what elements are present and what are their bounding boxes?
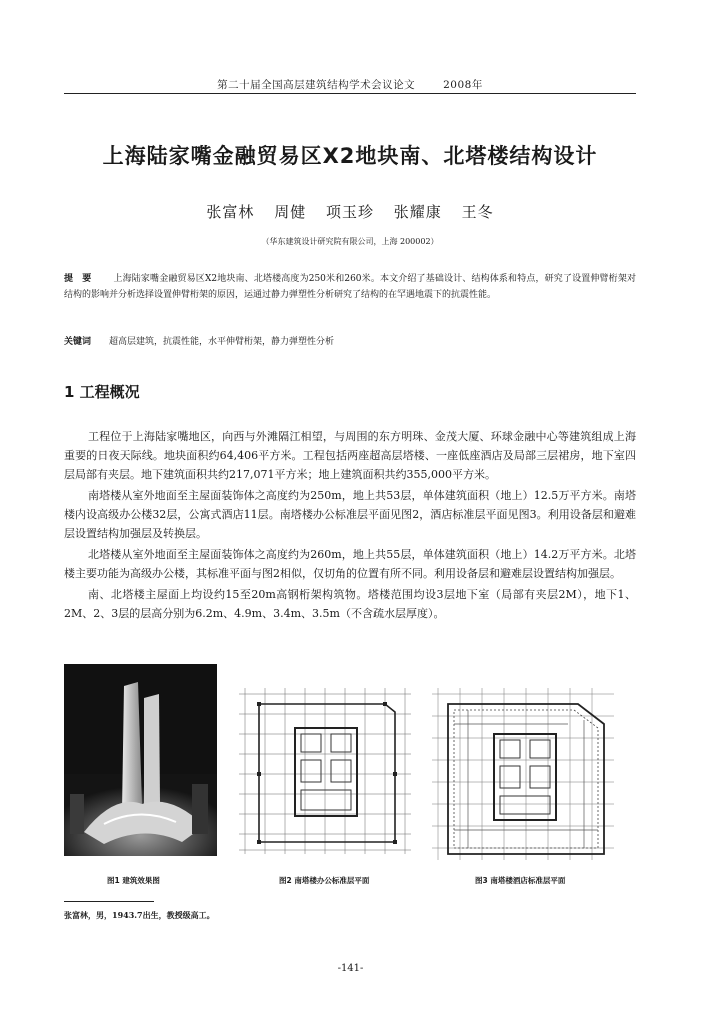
conference-year: 2008年 bbox=[443, 79, 483, 91]
author-list bbox=[120, 201, 580, 222]
header-rule bbox=[64, 93, 636, 94]
author: 张富林 bbox=[206, 203, 255, 221]
running-header bbox=[64, 77, 636, 92]
hotel-floor-plan bbox=[428, 684, 618, 864]
author: 王冬 bbox=[461, 203, 494, 221]
tower-render-photo bbox=[64, 664, 217, 856]
paragraph: 工程位于上海陆家嘴地区，向西与外滩隔江相望，与周围的东方明珠、金茂大厦、环球金融中心等建筑组成上海重要的日夜天际线。地块面积约64,406平方米。工程包括两座超高层塔楼、一座低座酒店及局部三层裙房，地下室四层局部有夹层。地下建筑面积共约217,071平方米；地上建筑面积共约355,000平方米。 bbox=[64, 430, 636, 481]
page-number: -141- bbox=[337, 963, 364, 974]
figure-caption: 图2 南塔楼办公标准层平面 bbox=[279, 876, 370, 885]
paragraph: 南塔楼从室外地面至主屋面装饰体之高度约为250m，地上共53层，单体建筑面积（地上）12.5万平方米。南塔楼内设高级办公楼32层，公寓式酒店11层。南塔楼办公标准层平面见图2，酒店标准层平面见图3。利用设备层和避难层设置结构加强层及转换层。 bbox=[64, 489, 636, 540]
paragraph: 北塔楼从室外地面至主屋面装饰体之高度约为260m，地上共55层，单体建筑面积（地上）14.2万平方米。北塔楼主要功能为高级办公楼，其标准平面与图2相似，仅切角的位置有所不同。利用设备层和避难层设置结构加强层。 bbox=[64, 548, 636, 580]
abstract bbox=[64, 271, 636, 303]
keywords-label: 关键词 bbox=[64, 337, 92, 347]
author-footnote: 张富林，男，1943.7出生，教授级高工。 bbox=[64, 910, 215, 920]
figure-caption: 图3 南塔楼酒店标准层平面 bbox=[475, 876, 566, 885]
section-body bbox=[64, 427, 636, 625]
author: 周健 bbox=[274, 203, 307, 221]
paragraph: 南、北塔楼主屋面上均设约15至20m高钢桁架构筑物。塔楼范围均设3层地下室（局部有夹层2M），地下1、2M、2、3层的层高分别为6.2m、4.9m、3.4m、3.5m（不含疏水层厚度）。 bbox=[64, 588, 636, 620]
paper-title: 上海陆家嘴金融贸易区X2地块南、北塔楼结构设计 bbox=[102, 144, 598, 168]
author: 项玉珍 bbox=[325, 203, 374, 221]
keywords-text: 超高层建筑，抗震性能，水平伸臂桁架，静力弹塑性分析 bbox=[109, 337, 335, 347]
abstract-label: 提 要 bbox=[64, 274, 92, 284]
office-floor-plan bbox=[235, 682, 415, 860]
figure-caption: 图1 建筑效果图 bbox=[107, 876, 160, 885]
affiliation: （华东建筑设计研究院有限公司，上海 200002） bbox=[261, 237, 439, 246]
section-heading: 1 工程概况 bbox=[64, 383, 140, 401]
author: 张耀康 bbox=[393, 203, 442, 221]
keywords bbox=[64, 335, 636, 349]
abstract-text: 上海陆家嘴金融贸易区X2地块南、北塔楼高度为250米和260米。本文介绍了基础设计、结构体系和特点，研究了设置伸臂桁架对结构的影响并分析选择设置伸臂桁架的原因，运通过静力弹塑性分析研究了结构的在罕遇地震下的抗震性能。 bbox=[64, 274, 636, 300]
footnote-rule bbox=[64, 901, 154, 902]
conference-name: 第二十届全国高层建筑结构学术会议论文 bbox=[217, 79, 416, 91]
